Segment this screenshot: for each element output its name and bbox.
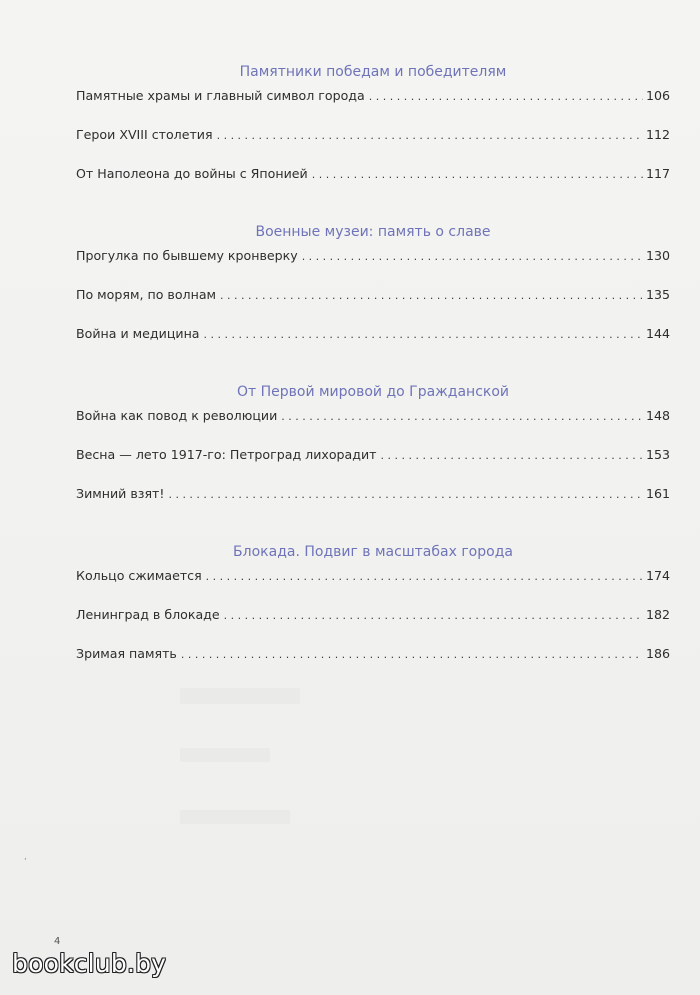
- entry-title: По морям, по волнам: [76, 287, 217, 302]
- entry-page: 112: [645, 127, 670, 142]
- entry-page: 153: [645, 447, 670, 462]
- entry-page: 182: [645, 607, 670, 622]
- dot-leader: [220, 284, 643, 308]
- entry-page: 106: [645, 88, 670, 103]
- toc-entry[interactable]: [76, 642, 670, 681]
- show-through-shadow: [180, 748, 270, 762]
- dot-leader: [168, 483, 643, 507]
- entry-page: 144: [645, 326, 670, 341]
- entry-title: Кольцо сжимается: [76, 568, 202, 583]
- section-spacer: [76, 521, 670, 540]
- entry-page: 135: [645, 287, 670, 302]
- table-of-contents: [76, 60, 670, 681]
- print-mark: ,: [24, 852, 27, 862]
- toc-entry[interactable]: [76, 162, 670, 201]
- dot-leader: [206, 565, 643, 589]
- entry-title: Ленинград в блокаде: [76, 607, 220, 622]
- toc-entry[interactable]: [76, 244, 670, 283]
- dot-leader: [181, 643, 643, 667]
- page-number: 4: [54, 936, 61, 947]
- entry-title: От Наполеона до войны с Японией: [76, 166, 308, 181]
- toc-entry[interactable]: [76, 603, 670, 642]
- section-title[interactable]: От Первой мировой до Гражданской: [236, 384, 510, 400]
- dot-leader: [281, 405, 643, 429]
- section-spacer: [76, 201, 670, 220]
- entry-title: Зимний взят!: [76, 486, 165, 501]
- toc-entry[interactable]: [76, 404, 670, 443]
- section-title[interactable]: Блокада. Подвиг в масштабах города: [233, 544, 513, 560]
- watermark-logo: bookclub.by: [12, 949, 167, 978]
- entry-title: Война как повод к революции: [76, 408, 278, 423]
- toc-entry[interactable]: [76, 84, 670, 123]
- entry-page: 130: [645, 248, 670, 263]
- entry-title: Зримая память: [76, 646, 177, 661]
- section-title[interactable]: Памятники победам и победителям: [239, 64, 507, 80]
- entry-page: 161: [645, 486, 670, 501]
- toc-entry[interactable]: [76, 283, 670, 322]
- toc-section: [76, 540, 670, 681]
- section-spacer: [76, 361, 670, 380]
- entry-title: Весна — лето 1917-го: Петроград лихорадит: [76, 447, 377, 462]
- toc-section: [76, 60, 670, 201]
- toc-section: [76, 380, 670, 521]
- toc-section: [76, 220, 670, 361]
- entry-page: 117: [645, 166, 670, 181]
- dot-leader: [302, 245, 643, 269]
- toc-entry[interactable]: [76, 123, 670, 162]
- section-title[interactable]: Военные музеи: память о славе: [255, 224, 491, 240]
- entry-page: 148: [645, 408, 670, 423]
- entry-title: Война и медицина: [76, 326, 200, 341]
- toc-entry[interactable]: [76, 482, 670, 521]
- dot-leader: [369, 85, 643, 109]
- dot-leader: [381, 444, 643, 468]
- entry-title: Прогулка по бывшему кронверку: [76, 248, 298, 263]
- dot-leader: [312, 163, 643, 187]
- toc-entry[interactable]: [76, 564, 670, 603]
- dot-leader: [217, 124, 643, 148]
- entry-title: Памятные храмы и главный символ города: [76, 88, 365, 103]
- entry-page: 186: [645, 646, 670, 661]
- dot-leader: [224, 604, 643, 628]
- toc-entry[interactable]: [76, 322, 670, 361]
- show-through-shadow: [180, 688, 300, 704]
- toc-entry[interactable]: [76, 443, 670, 482]
- show-through-shadow: [180, 810, 290, 824]
- entry-title: Герои XVIII столетия: [76, 127, 213, 142]
- dot-leader: [204, 323, 643, 347]
- entry-page: 174: [645, 568, 670, 583]
